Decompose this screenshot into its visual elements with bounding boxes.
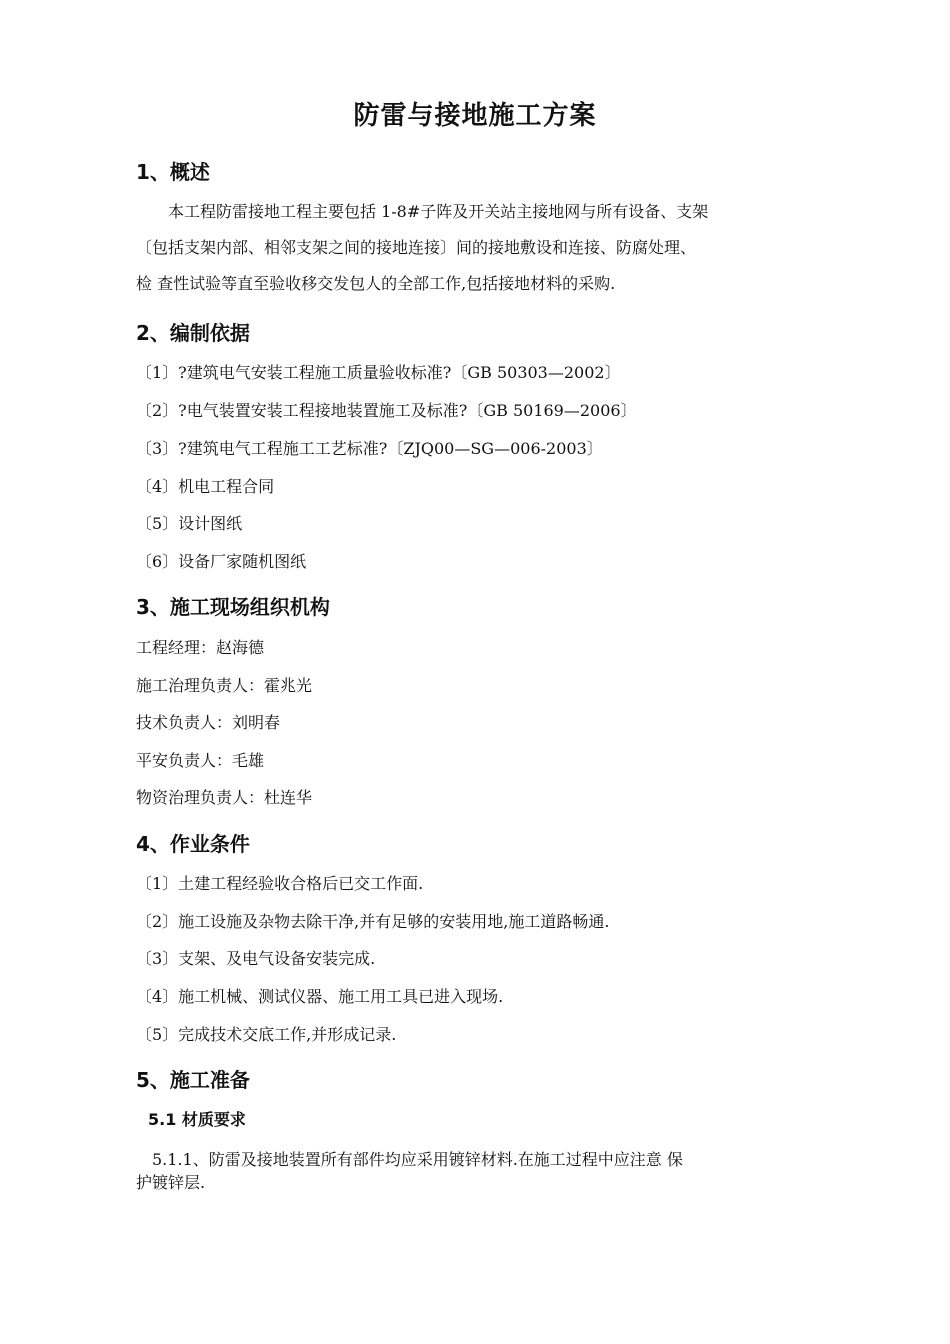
staff-entry: 平安负责人：毛雄 bbox=[136, 751, 265, 770]
section-4-item: 〔4〕施工机械、测试仪器、施工用工具已进入现场. bbox=[136, 987, 504, 1006]
section-5-line: 5.1.1、防雷及接地装置所有部件均应采用镀锌材料.在施工过程中应注意 保 bbox=[136, 1150, 683, 1169]
section-2-item: 〔5〕设计图纸 bbox=[136, 514, 243, 533]
section-5-1-heading: 5.1 材质要求 bbox=[148, 1110, 246, 1129]
section-4-heading: 4、作业条件 bbox=[136, 832, 250, 856]
section-3-heading: 3、施工现场组织机构 bbox=[136, 595, 330, 619]
section-4-item: 〔2〕施工设施及杂物去除干净,并有足够的安装用地,施工道路畅通. bbox=[136, 912, 610, 931]
section-2-item: 〔6〕设备厂家随机图纸 bbox=[136, 552, 307, 571]
section-4-item: 〔5〕完成技术交底工作,并形成记录. bbox=[136, 1025, 397, 1044]
section-5-heading: 5、施工准备 bbox=[136, 1068, 250, 1092]
staff-entry: 物资治理负责人：杜连华 bbox=[136, 788, 313, 807]
section-5-line: 护镀锌层. bbox=[136, 1173, 206, 1192]
section-1-line: 〔包括支架内部、相邻支架之间的接地连接〕间的接地敷设和连接、防腐处理、 bbox=[136, 238, 697, 257]
document-title: 防雷与接地施工方案 bbox=[353, 101, 597, 131]
section-2-heading: 2、编制依据 bbox=[136, 321, 250, 345]
section-2-item: 〔4〕机电工程合同 bbox=[136, 477, 275, 496]
section-1-line: 检 查性试验等直至验收移交发包人的全部工作,包括接地材料的采购. bbox=[136, 274, 616, 293]
section-1-body bbox=[136, 194, 826, 302]
section-4-item: 〔1〕土建工程经验收合格后已交工作面. bbox=[136, 874, 424, 893]
section-1-line: 本工程防雷接地工程主要包括 1-8#子阵及开关站主接地网与所有设备、支架 bbox=[136, 202, 709, 221]
section-4-item: 〔3〕支架、及电气设备安装完成. bbox=[136, 949, 376, 968]
staff-entry: 施工治理负责人：霍兆光 bbox=[136, 676, 313, 695]
section-2-item: 〔2〕?电气装置安装工程接地装置施工及标准?〔GB 50169—2006〕 bbox=[136, 401, 637, 420]
section-2-item: 〔1〕?建筑电气安装工程施工质量验收标准?〔GB 50303—2002〕 bbox=[136, 363, 621, 382]
section-2-item: 〔3〕?建筑电气工程施工工艺标准?〔ZJQ00—SG—006-2003〕 bbox=[136, 439, 603, 458]
staff-entry: 工程经理：赵海德 bbox=[136, 638, 265, 657]
section-1-heading: 1、概述 bbox=[136, 160, 210, 184]
staff-entry: 技术负责人：刘明春 bbox=[136, 713, 281, 732]
